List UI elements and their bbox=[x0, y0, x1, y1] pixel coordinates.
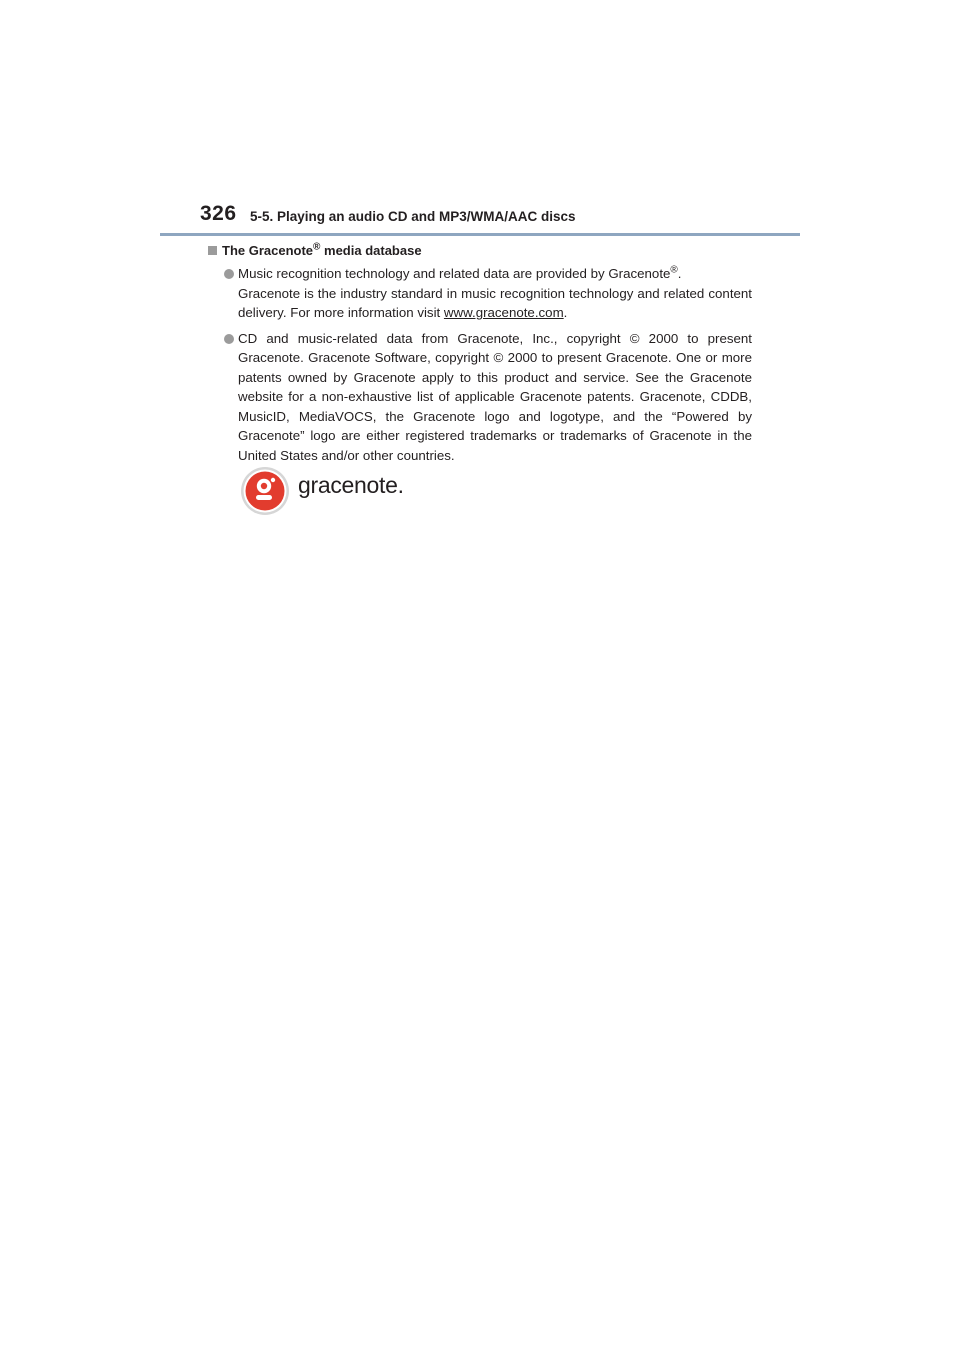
section-title: 5-5. Playing an audio CD and MP3/WMA/AAC discs bbox=[250, 209, 576, 224]
bullet-paragraph bbox=[238, 264, 752, 323]
gracenote-logo-icon bbox=[240, 466, 290, 516]
page-number: 326 bbox=[200, 202, 237, 225]
bullet-item-music-recognition bbox=[208, 264, 752, 323]
heading-text-suffix: media database bbox=[320, 243, 422, 258]
gracenote-logo bbox=[240, 466, 430, 516]
section-heading bbox=[208, 241, 752, 260]
registered-mark: ® bbox=[313, 241, 321, 253]
bullet-text-period: . bbox=[677, 266, 682, 281]
header-divider bbox=[160, 233, 800, 236]
main-content bbox=[208, 241, 752, 471]
gracenote-link[interactable]: www.gracenote.com bbox=[443, 305, 564, 320]
round-bullet-icon bbox=[224, 334, 234, 344]
registered-mark: ® bbox=[670, 264, 678, 276]
page-header bbox=[160, 202, 800, 232]
bullet-item-copyright bbox=[208, 329, 752, 466]
square-bullet-icon bbox=[208, 246, 217, 255]
bullet-text-line1: Music recognition technology and related data are provided by Gracenote bbox=[238, 266, 671, 281]
round-bullet-icon bbox=[224, 269, 234, 279]
bullet-text-body: Gracenote is the industry standard in music recognition technology and related content delivery. For more information visit bbox=[238, 285, 752, 320]
heading-text: The Gracenote bbox=[222, 243, 314, 258]
gracenote-wordmark: gracenote. bbox=[298, 472, 404, 498]
copyright-paragraph: CD and music-related data from Gracenote, Inc., copyright © 2000 to present Gracenote. Gracenote Software, copyright © 2000 to present Gracenote. One or more patents owned by Gracenote apply to this product and service. See the Gracenote website for a non-exhaustive list of applicable Gracenote patents. Gracenote, CDDB, MusicID, MediaVOCS, the Gracenote logo and logotype, and the “Powered by Gracenote” logo are either registered trademarks or trademarks of Gracenote in the United States and/or other countries. bbox=[238, 330, 752, 463]
bullet-text-end: . bbox=[563, 305, 568, 320]
